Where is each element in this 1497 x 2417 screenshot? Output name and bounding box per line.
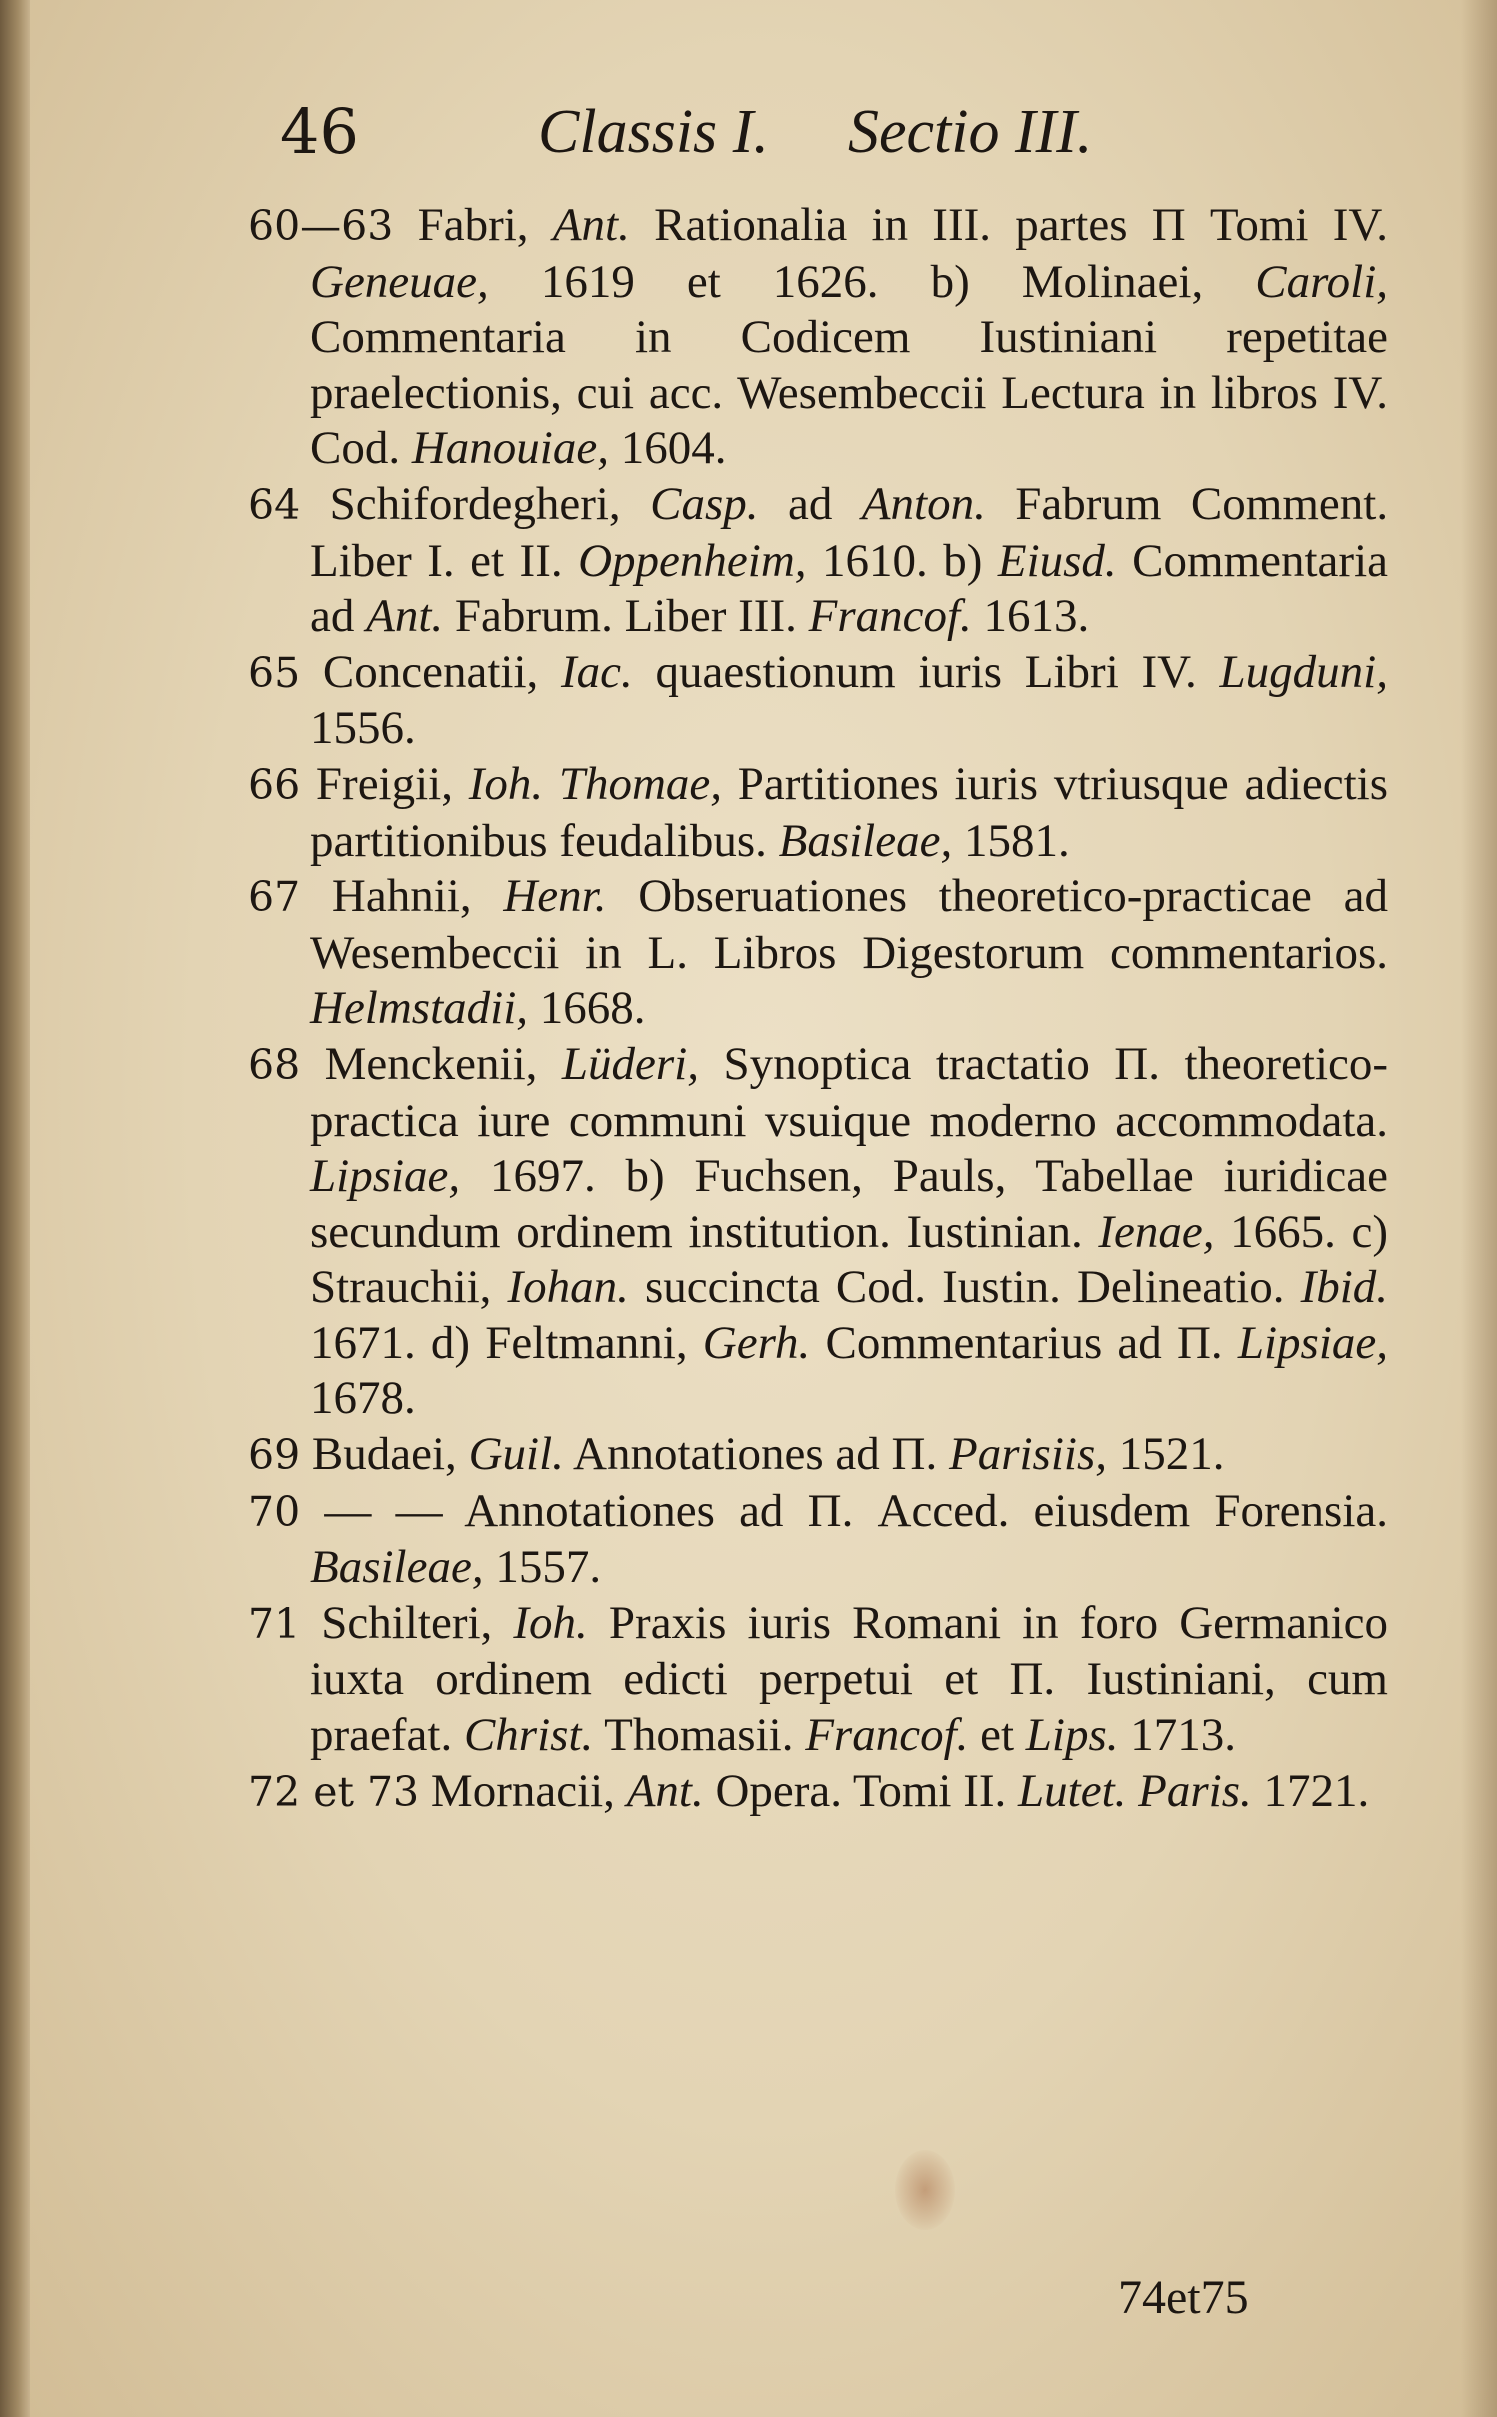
page-gutter (0, 0, 30, 2417)
entry-text: 1668. (539, 982, 646, 1035)
catalogue-entry (248, 1596, 1388, 1764)
entry-italic: Oppenheim, (578, 534, 807, 587)
entry-text: — — Annotationes ad Π. Acced. eiusdem Forensia. (324, 1484, 1388, 1537)
entry-text: 1671. d) Feltmanni, (310, 1316, 688, 1369)
entry-italic: Guil. (468, 1428, 564, 1481)
entry-italic: Helmstadii, (310, 982, 529, 1035)
catchword: 74et75 (1118, 2271, 1249, 2324)
entry-text: Schilteri, (321, 1596, 493, 1649)
entry-text: succincta Cod. Iustin. Delineatio. (645, 1261, 1285, 1314)
entry-text: Synoptica tractatio Π. theoretico-practica iure communi vsuique moderno accommodata. (310, 1037, 1389, 1147)
entry-italic: Gerh. (702, 1316, 811, 1369)
entry-text: Annotationes ad Π. (573, 1428, 938, 1481)
entry-number: 71 (248, 1599, 301, 1648)
entry-text: 1521. (1118, 1428, 1225, 1481)
entry-text: Praxis iuris Romani in foro Germanico iuxta ordinem edicti perpetui et Π. Iustiniani, cum praefat. (310, 1596, 1388, 1762)
entry-text: Commentaria in Codicem Iustiniani repetitae praelectionis, cui acc. Wesembeccii Lectura in libros IV. Cod. (310, 311, 1388, 475)
entry-italic: Caroli, (1255, 255, 1388, 308)
entry-text: Opera. Tomi II. (715, 1764, 1007, 1817)
catalogue-entry (248, 645, 1388, 757)
entry-text: Schifordegheri, (329, 477, 621, 530)
entry-text: 1713. (1130, 1709, 1237, 1762)
catalogue-entry (248, 869, 1388, 1037)
entry-text: Mornacii, (430, 1764, 615, 1817)
entry-text: Fabrum. Liber III. (454, 590, 797, 643)
running-header (280, 92, 1180, 172)
entry-italic: Eiusd. (997, 534, 1117, 587)
entry-text: Budaei, (311, 1428, 457, 1481)
entry-italic: Lüderi, (561, 1037, 699, 1090)
entry-italic: Basileae, (310, 1541, 484, 1594)
entry-italic: Lips. (1025, 1709, 1119, 1762)
header-sectio: Sectio III. (848, 98, 1093, 166)
entry-italic: Ant. (366, 590, 444, 643)
entry-number: 66 (248, 760, 301, 809)
entry-text: 1556. (310, 702, 416, 755)
catalogue-entry (248, 1764, 1388, 1821)
entry-text: 1678. (310, 1372, 416, 1425)
entry-text: 1613. (983, 590, 1090, 643)
entry-text: 1697. b) Fuchsen, Pauls, Tabellae iuridicae secundum ordinem institution. Iustinian. (310, 1150, 1388, 1258)
entry-italic: Christ. (463, 1709, 594, 1762)
entry-text: Commentaria ad (310, 534, 1388, 643)
entry-text: Commentarius ad Π. (825, 1316, 1223, 1369)
entry-italic: Ioh. (513, 1596, 588, 1649)
entry-number: 65 (248, 648, 301, 697)
entry-text: 1604. (620, 422, 727, 475)
entry-number: 70 (248, 1487, 301, 1536)
header-classis: Classis I. (538, 98, 769, 166)
entry-text: Fabri, (417, 199, 529, 251)
entry-number: 64 (248, 480, 301, 529)
entry-italic: Lugduni, (1219, 645, 1388, 698)
entry-italic: Ant. (552, 199, 630, 251)
catalogue-entry (248, 198, 1388, 477)
entry-italic: Ibid. (1300, 1261, 1389, 1314)
entry-italic: Hanouiae, (411, 422, 609, 475)
catalogue-entry (248, 1427, 1388, 1484)
entry-text: Partitiones iuris vtriusque adiectis partitionibus feudalibus. (310, 757, 1389, 867)
entry-text: 1665. c) Strauchii, (310, 1205, 1389, 1314)
entry-text: 1619 et 1626. b) Molinaei, (540, 255, 1204, 308)
catalogue-entries (248, 198, 1388, 1820)
entry-text: ad (787, 477, 833, 530)
entry-text: Fabrum Comment. Liber I. et II. (310, 477, 1389, 587)
entry-italic: Geneuae, (310, 255, 489, 308)
entry-text: Obseruationes theoretico-practicae ad Wesembeccii in L. Libros Digestorum commentarios. (310, 870, 1389, 979)
page-number: 46 (280, 95, 359, 168)
entry-italic: Anton. (861, 477, 986, 530)
entry-number: 67 (248, 873, 301, 922)
entry-italic: Francof. (808, 590, 972, 643)
entry-italic: Lipsiae, (1237, 1316, 1389, 1369)
entry-italic: Lipsiae, (310, 1150, 461, 1203)
entry-italic: Lutet. Paris. (1018, 1764, 1252, 1817)
entry-text: Thomasii. (604, 1709, 794, 1762)
entry-italic: Ioh. Thomae, (468, 757, 723, 810)
entry-text: Concenatii, (322, 645, 539, 698)
entry-italic: Parisiis, (948, 1428, 1107, 1481)
entry-number: 72 et 73 (248, 1767, 420, 1816)
entry-italic: Ienae, (1098, 1205, 1215, 1258)
entry-italic: Casp. (650, 477, 759, 530)
entry-text: quaestionum iuris Libri IV. (655, 645, 1197, 698)
page-right-edge (1461, 0, 1497, 2417)
entry-italic: Basileae, (778, 814, 953, 867)
entry-text: Rationalia in III. partes Π Tomi IV. (654, 199, 1389, 251)
entry-italic: Iac. (561, 645, 633, 698)
catalogue-entry (248, 757, 1388, 869)
catalogue-entry (248, 1037, 1388, 1427)
catalogue-entry (248, 1484, 1388, 1596)
entry-italic: Iohan. (507, 1261, 629, 1314)
entry-text: et (980, 1709, 1015, 1762)
entry-text: Freigii, (315, 757, 453, 810)
entry-text: Hahnii, (331, 870, 472, 923)
entry-text: 1557. (495, 1541, 602, 1594)
entry-italic: Francof. (805, 1709, 969, 1762)
page-stain (895, 2150, 955, 2230)
entry-text: Menckenii, (324, 1037, 538, 1090)
entry-number: 60—63 (248, 202, 394, 250)
entry-italic: Henr. (503, 870, 607, 923)
entry-number: 68 (248, 1040, 301, 1089)
entry-text: 1721. (1263, 1764, 1370, 1817)
entry-italic: Ant. (626, 1764, 704, 1817)
entry-text: 1581. (963, 814, 1070, 867)
catalogue-entry (248, 477, 1388, 645)
entry-number: 69 (248, 1431, 301, 1480)
entry-text: 1610. b) (822, 534, 983, 587)
